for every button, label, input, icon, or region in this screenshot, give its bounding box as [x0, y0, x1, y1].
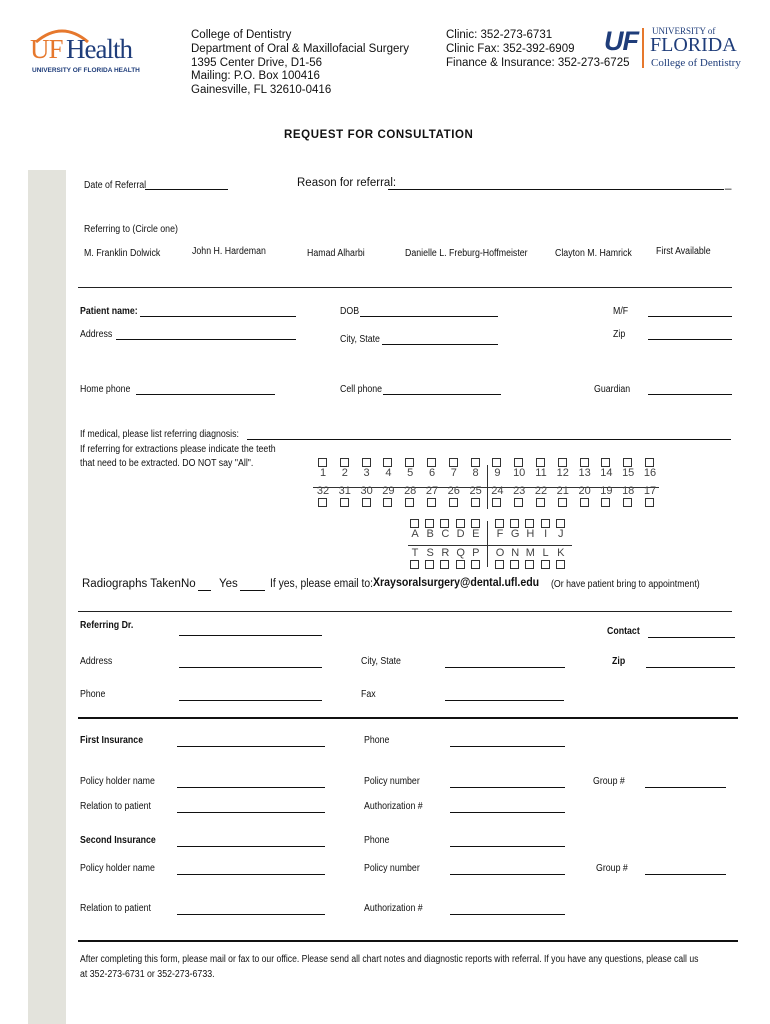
- tooth-T-label: T: [411, 547, 419, 559]
- tooth-A-label: A: [411, 528, 419, 540]
- tooth-10-label: 10: [513, 467, 526, 479]
- tooth-4-checkbox[interactable]: [383, 458, 392, 467]
- medical-diagnosis-field[interactable]: [247, 439, 731, 440]
- tooth-N-checkbox[interactable]: [510, 560, 519, 569]
- tooth-J-checkbox[interactable]: [556, 519, 565, 528]
- tooth-22-label: 22: [534, 485, 548, 497]
- ins1-relation-label: Relation to patient: [80, 801, 151, 812]
- tooth-S-label: S: [426, 547, 434, 559]
- tooth-30-checkbox[interactable]: [362, 498, 371, 507]
- uf-college-logo: [604, 24, 754, 74]
- dr-city-state-field[interactable]: [445, 667, 565, 668]
- cell-phone-label: Cell phone: [340, 384, 383, 395]
- tooth-E-label: E: [472, 528, 480, 540]
- tooth-18-label: 18: [622, 485, 635, 497]
- tooth-12-checkbox[interactable]: [558, 458, 567, 467]
- radiographs-no-field[interactable]: [198, 590, 211, 591]
- tooth-2-checkbox[interactable]: [340, 458, 349, 467]
- ins1-policy-number-field[interactable]: [450, 787, 565, 788]
- guardian-field[interactable]: [648, 394, 732, 395]
- doctor-option[interactable]: M. Franklin Dolwick: [84, 248, 161, 259]
- tooth-1-label: 1: [319, 467, 327, 479]
- ins2-relation-label: Relation to patient: [80, 903, 151, 914]
- ins1-policy-holder-label: Policy holder name: [80, 776, 155, 787]
- city-state-label: City, State: [340, 334, 380, 345]
- tooth-J-label: J: [558, 528, 564, 540]
- address-label: Address: [80, 329, 113, 340]
- date-of-referral-field[interactable]: [145, 189, 228, 190]
- tooth-21-checkbox[interactable]: [558, 498, 567, 507]
- tooth-26-label: 26: [447, 485, 460, 497]
- ins1-relation-field[interactable]: [177, 812, 325, 813]
- ins2-authorization-field[interactable]: [450, 914, 565, 915]
- tooth-H-checkbox[interactable]: [525, 519, 534, 528]
- dob-label: DOB: [340, 306, 360, 317]
- ins2-authorization-label: Authorization #: [364, 903, 423, 914]
- tooth-8-label: 8: [472, 467, 479, 479]
- logo-uf-mark: UF: [604, 26, 638, 56]
- ins1-group-field[interactable]: [645, 787, 726, 788]
- tooth-T-checkbox[interactable]: [410, 560, 419, 569]
- tooth-9-label: 9: [494, 467, 501, 479]
- tooth-15-label: 15: [622, 467, 635, 479]
- patient-name-label: Patient name:: [80, 306, 138, 317]
- radiographs-no-label: No: [181, 578, 196, 590]
- tooth-7-label: 7: [450, 467, 457, 479]
- date-of-referral-label: Date of Referral: [84, 180, 147, 191]
- dr-fax-label: Fax: [361, 689, 376, 700]
- footer-instructions: After completing this form, please mail or fax to our office. Please send all chart notes and diagnostic reports with referral. If you have any questions, please call us: [80, 954, 699, 965]
- doctor-option[interactable]: John H. Hardeman: [192, 246, 266, 257]
- contact-line: Clinic: 352-273-6731: [446, 29, 553, 41]
- tooth-3-checkbox[interactable]: [362, 458, 371, 467]
- tooth-24-checkbox[interactable]: [492, 498, 501, 507]
- tooth-19-label: 19: [600, 485, 613, 497]
- tooth-12-label: 12: [556, 467, 569, 479]
- tooth-R-label: R: [441, 547, 450, 559]
- dr-zip-label: Zip: [612, 656, 626, 667]
- tooth-28-checkbox[interactable]: [405, 498, 414, 507]
- tooth-L-checkbox[interactable]: [541, 560, 550, 569]
- tooth-G-checkbox[interactable]: [510, 519, 519, 528]
- logo-university-of: UNIVERSITY of: [652, 26, 716, 36]
- ins2-policy-number-label: Policy number: [364, 863, 420, 874]
- tooth-21-label: 21: [556, 485, 569, 497]
- address-field[interactable]: [116, 339, 296, 340]
- tooth-17-checkbox[interactable]: [645, 498, 654, 507]
- tooth-19-checkbox[interactable]: [601, 498, 610, 507]
- tooth-Q-checkbox[interactable]: [456, 560, 465, 569]
- tooth-22-checkbox[interactable]: [536, 498, 545, 507]
- first-insurance-label: First Insurance: [80, 735, 144, 746]
- tooth-O-checkbox[interactable]: [495, 560, 504, 569]
- tooth-F-checkbox[interactable]: [495, 519, 504, 528]
- referring-dr-label: Referring Dr.: [80, 620, 134, 631]
- ins2-phone-field[interactable]: [450, 846, 565, 847]
- logo-college: College of Dentistry: [651, 57, 741, 69]
- tooth-1-checkbox[interactable]: [318, 458, 327, 467]
- footer-phone-numbers: at 352-273-6731 or 352-273-6733.: [80, 969, 215, 980]
- tooth-L-label: L: [542, 547, 549, 559]
- dr-phone-label: Phone: [80, 689, 106, 700]
- tooth-17-label: 17: [643, 485, 657, 497]
- tooth-9-checkbox[interactable]: [492, 458, 501, 467]
- tooth-25-label: 25: [469, 485, 482, 497]
- divider: [78, 611, 732, 612]
- cell-phone-field[interactable]: [383, 394, 501, 395]
- tooth-P-label: P: [472, 547, 480, 559]
- doctor-option[interactable]: Clayton M. Hamrick: [555, 248, 632, 259]
- tooth-23-checkbox[interactable]: [514, 498, 523, 507]
- extraction-note: If referring for extractions please indicate the teeth: [80, 444, 276, 455]
- tooth-25-checkbox[interactable]: [471, 498, 480, 507]
- dr-city-state-label: City, State: [361, 656, 401, 667]
- contact-line: Clinic Fax: 352-392-6909: [446, 42, 575, 55]
- tooth-18-checkbox[interactable]: [623, 498, 632, 507]
- tooth-23-label: 23: [513, 485, 526, 497]
- tooth-P-checkbox[interactable]: [471, 560, 480, 569]
- city-state-field[interactable]: [382, 344, 498, 345]
- tooth-6-label: 6: [428, 467, 436, 479]
- zip-label: Zip: [613, 329, 626, 340]
- tooth-M-checkbox[interactable]: [525, 560, 534, 569]
- page-title: REQUEST FOR CONSULTATION: [284, 129, 474, 141]
- tooth-20-label: 20: [578, 485, 591, 497]
- second-insurance-field[interactable]: [177, 846, 325, 847]
- doctor-option[interactable]: Danielle L. Freburg-Hoffmeister: [405, 248, 528, 259]
- address-block: [191, 29, 409, 98]
- tooth-16-label: 16: [643, 467, 657, 479]
- tooth-20-checkbox[interactable]: [580, 498, 589, 507]
- tooth-K-checkbox[interactable]: [556, 560, 565, 569]
- tooth-16-checkbox[interactable]: [645, 458, 654, 467]
- address-line: 1395 Center Drive, D1-56: [191, 56, 323, 69]
- radiographs-note: (Or have patient bring to appointment): [551, 579, 700, 590]
- tooth-8-checkbox[interactable]: [471, 458, 480, 467]
- tooth-26-checkbox[interactable]: [449, 498, 458, 507]
- logo-health-text: Health: [66, 34, 132, 64]
- tooth-32-checkbox[interactable]: [318, 498, 327, 507]
- tooth-C-label: C: [441, 528, 450, 540]
- logo-florida: FLORIDA: [650, 34, 737, 56]
- divider: [78, 717, 738, 719]
- dr-address-label: Address: [80, 656, 113, 667]
- tooth-B-checkbox[interactable]: [425, 519, 434, 528]
- tooth-C-checkbox[interactable]: [440, 519, 449, 528]
- tooth-H-label: H: [526, 528, 535, 540]
- second-insurance-label: Second Insurance: [80, 835, 156, 846]
- ins1-phone-label: Phone: [364, 735, 390, 746]
- ins2-policy-holder-field[interactable]: [177, 874, 325, 875]
- tooth-M-label: M: [525, 547, 535, 559]
- zip-field[interactable]: [648, 339, 732, 340]
- tooth-32-label: 32: [316, 485, 330, 497]
- ins1-authorization-label: Authorization #: [364, 801, 423, 812]
- tooth-24-label: 24: [491, 485, 504, 497]
- xray-email-link[interactable]: Xraysoralsurgery@dental.ufl.edu: [373, 577, 540, 589]
- address-line: Gainesville, FL 32610-0416: [191, 84, 332, 97]
- tooth-D-label: D: [456, 528, 465, 540]
- home-phone-label: Home phone: [80, 384, 131, 395]
- ins2-phone-label: Phone: [364, 835, 390, 846]
- patient-name-field[interactable]: [140, 316, 296, 317]
- dr-fax-field[interactable]: [445, 700, 564, 701]
- tooth-14-label: 14: [600, 467, 613, 479]
- uf-health-logo: [30, 26, 145, 76]
- reason-for-referral-field[interactable]: [388, 189, 724, 190]
- tooth-Q-label: Q: [456, 547, 465, 559]
- contact-label: Contact: [607, 626, 640, 637]
- radiographs-yes-label: Yes: [219, 578, 238, 590]
- tooth-31-label: 31: [338, 485, 351, 497]
- tooth-I-label: I: [544, 528, 548, 540]
- logo-uf-text: UF: [30, 34, 63, 64]
- mf-field[interactable]: [648, 316, 732, 317]
- tooth-B-label: B: [426, 528, 434, 540]
- tooth-14-checkbox[interactable]: [601, 458, 610, 467]
- dr-zip-field[interactable]: [646, 667, 735, 668]
- email-instruction: If yes, please email to:: [270, 578, 373, 590]
- tooth-2-label: 2: [341, 467, 348, 479]
- tooth-E-checkbox[interactable]: [471, 519, 480, 528]
- doctor-option[interactable]: First Available: [656, 246, 711, 257]
- contact-line: Finance & Insurance: 352-273-6725: [446, 56, 630, 69]
- dr-phone-field[interactable]: [179, 700, 322, 701]
- tooth-5-checkbox[interactable]: [405, 458, 414, 467]
- ins2-group-label: Group #: [596, 863, 628, 874]
- tooth-4-label: 4: [385, 467, 392, 479]
- dr-address-field[interactable]: [179, 667, 322, 668]
- tooth-29-checkbox[interactable]: [383, 498, 392, 507]
- tooth-27-label: 27: [425, 485, 439, 497]
- tooth-R-checkbox[interactable]: [440, 560, 449, 569]
- medical-diagnosis-label: If medical, please list referring diagnosis:: [80, 429, 239, 440]
- mf-label: M/F: [613, 306, 629, 317]
- ins2-relation-field[interactable]: [177, 914, 325, 915]
- ins1-group-label: Group #: [593, 776, 625, 787]
- address-line: Mailing: P.O. Box 100416: [191, 70, 320, 83]
- tooth-30-label: 30: [360, 485, 373, 497]
- ins1-policy-holder-field[interactable]: [177, 787, 325, 788]
- dob-field[interactable]: [360, 316, 498, 317]
- referring-dr-field[interactable]: [179, 635, 322, 636]
- tooth-O-label: O: [495, 547, 505, 559]
- radiographs-yes-field[interactable]: [240, 590, 265, 591]
- ins1-phone-field[interactable]: [450, 746, 565, 747]
- ins2-policy-number-field[interactable]: [450, 874, 565, 875]
- ins2-policy-holder-label: Policy holder name: [80, 863, 155, 874]
- tooth-N-label: N: [511, 547, 520, 559]
- tooth-11-checkbox[interactable]: [536, 458, 545, 467]
- reason-end-mark: _: [725, 178, 732, 190]
- tooth-G-label: G: [510, 528, 520, 540]
- tooth-I-checkbox[interactable]: [541, 519, 550, 528]
- contact-field[interactable]: [648, 637, 735, 638]
- tooth-A-checkbox[interactable]: [410, 519, 419, 528]
- tooth-31-checkbox[interactable]: [340, 498, 349, 507]
- reason-for-referral-label: Reason for referral:: [297, 177, 397, 189]
- tooth-K-label: K: [557, 547, 565, 559]
- ins1-policy-number-label: Policy number: [364, 776, 420, 787]
- radiographs-label: Radiographs Taken:: [82, 578, 185, 590]
- divider: [78, 287, 732, 288]
- tooth-27-checkbox[interactable]: [427, 498, 436, 507]
- referring-to-label: Referring to (Circle one): [84, 224, 178, 235]
- primary-chart-vline: [487, 521, 488, 567]
- address-line: College of Dentistry: [191, 29, 292, 41]
- guardian-label: Guardian: [594, 384, 631, 395]
- first-insurance-field[interactable]: [177, 746, 325, 747]
- tooth-10-checkbox[interactable]: [514, 458, 523, 467]
- tooth-13-label: 13: [578, 467, 591, 479]
- tooth-D-checkbox[interactable]: [456, 519, 465, 528]
- home-phone-field[interactable]: [136, 394, 275, 395]
- extraction-note: that need to be extracted. DO NOT say "All".: [80, 458, 254, 469]
- tooth-15-checkbox[interactable]: [623, 458, 632, 467]
- divider: [78, 940, 738, 942]
- ins2-group-field[interactable]: [645, 874, 726, 875]
- logo-divider: [642, 28, 644, 68]
- contact-block: [446, 29, 629, 70]
- tooth-29-label: 29: [382, 485, 395, 497]
- tooth-F-label: F: [496, 528, 504, 540]
- tooth-3-label: 3: [363, 467, 370, 479]
- tooth-6-checkbox[interactable]: [427, 458, 436, 467]
- tooth-7-checkbox[interactable]: [449, 458, 458, 467]
- doctor-option[interactable]: Hamad Alharbi: [307, 248, 365, 259]
- tooth-5-label: 5: [407, 467, 414, 479]
- address-line: Department of Oral & Maxillofacial Surgery: [191, 42, 409, 55]
- side-bar: [28, 170, 66, 1024]
- tooth-11-label: 11: [535, 467, 547, 479]
- tooth-13-checkbox[interactable]: [580, 458, 589, 467]
- tooth-S-checkbox[interactable]: [425, 560, 434, 569]
- primary-chart-hline: [408, 545, 572, 546]
- ins1-authorization-field[interactable]: [450, 812, 565, 813]
- tooth-28-label: 28: [404, 485, 417, 497]
- logo-tagline: UNIVERSITY OF FLORIDA HEALTH: [32, 67, 140, 74]
